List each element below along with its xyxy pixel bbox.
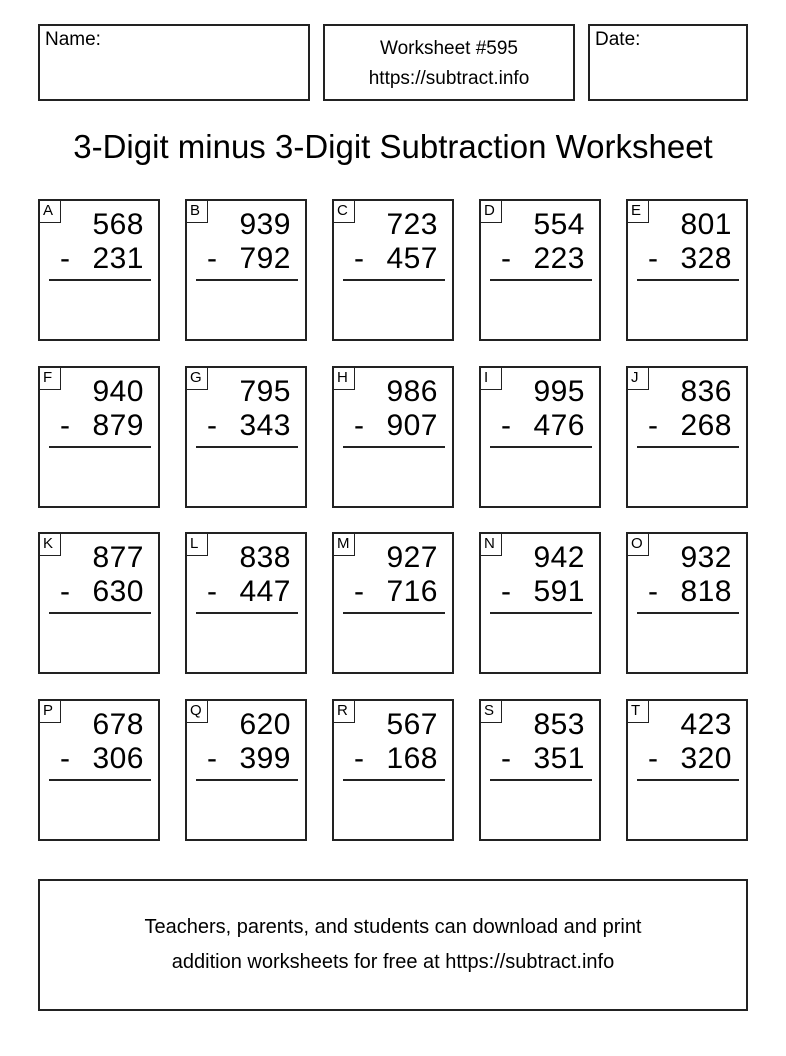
minus-sign: - <box>207 242 217 275</box>
minuend: 927 <box>386 541 438 574</box>
minuend: 567 <box>386 708 438 741</box>
minus-sign: - <box>207 409 217 442</box>
minuend: 877 <box>92 541 144 574</box>
problem-l[interactable] <box>185 532 307 674</box>
problem-letter: B <box>186 200 208 223</box>
problem-h[interactable] <box>332 366 454 508</box>
minus-sign: - <box>60 742 70 775</box>
subtrahend: 630 <box>92 575 144 608</box>
problem-letter: P <box>39 700 61 723</box>
problem-letter: O <box>627 533 649 556</box>
minuend: 554 <box>533 208 585 241</box>
answer-line <box>343 612 445 614</box>
problem-letter: Q <box>186 700 208 723</box>
answer-line <box>49 779 151 781</box>
minuend: 853 <box>533 708 585 741</box>
subtrahend: 476 <box>533 409 585 442</box>
minuend: 995 <box>533 375 585 408</box>
problem-a[interactable] <box>38 199 160 341</box>
answer-line <box>637 612 739 614</box>
minus-sign: - <box>501 575 511 608</box>
answer-line <box>637 446 739 448</box>
minus-sign: - <box>501 409 511 442</box>
minus-sign: - <box>648 409 658 442</box>
problem-letter: J <box>627 367 649 390</box>
minus-sign: - <box>354 409 364 442</box>
problem-letter: L <box>186 533 208 556</box>
minus-sign: - <box>648 742 658 775</box>
problem-letter: E <box>627 200 649 223</box>
problem-g[interactable] <box>185 366 307 508</box>
problem-letter: N <box>480 533 502 556</box>
minuend: 568 <box>92 208 144 241</box>
date-label: Date: <box>595 29 641 50</box>
minuend: 723 <box>386 208 438 241</box>
subtrahend: 223 <box>533 242 585 275</box>
answer-line <box>490 612 592 614</box>
minus-sign: - <box>60 242 70 275</box>
answer-line <box>196 446 298 448</box>
problem-r[interactable] <box>332 699 454 841</box>
minus-sign: - <box>501 242 511 275</box>
problem-letter: R <box>333 700 355 723</box>
problem-letter: K <box>39 533 61 556</box>
minus-sign: - <box>501 742 511 775</box>
date-field-box[interactable] <box>588 24 748 101</box>
problem-p[interactable] <box>38 699 160 841</box>
problem-e[interactable] <box>626 199 748 341</box>
worksheet-number: Worksheet #595 <box>379 38 518 59</box>
minuend: 940 <box>92 375 144 408</box>
minuend: 423 <box>680 708 732 741</box>
minuend: 795 <box>239 375 291 408</box>
subtrahend: 168 <box>386 742 438 775</box>
subtrahend: 320 <box>680 742 732 775</box>
answer-line <box>637 279 739 281</box>
minuend: 836 <box>680 375 732 408</box>
minuend: 932 <box>680 541 732 574</box>
problem-d[interactable] <box>479 199 601 341</box>
subtrahend: 351 <box>533 742 585 775</box>
answer-line <box>196 779 298 781</box>
problem-b[interactable] <box>185 199 307 341</box>
minuend: 838 <box>239 541 291 574</box>
minuend: 942 <box>533 541 585 574</box>
problem-i[interactable] <box>479 366 601 508</box>
name-label: Name: <box>45 29 101 50</box>
minus-sign: - <box>648 242 658 275</box>
problem-j[interactable] <box>626 366 748 508</box>
problem-m[interactable] <box>332 532 454 674</box>
answer-line <box>49 279 151 281</box>
subtrahend: 818 <box>680 575 732 608</box>
answer-line <box>49 446 151 448</box>
minus-sign: - <box>354 242 364 275</box>
problem-n[interactable] <box>479 532 601 674</box>
subtrahend: 457 <box>386 242 438 275</box>
problem-letter: H <box>333 367 355 390</box>
minuend: 939 <box>239 208 291 241</box>
answer-line <box>343 779 445 781</box>
problem-q[interactable] <box>185 699 307 841</box>
answer-line <box>196 612 298 614</box>
answer-line <box>637 779 739 781</box>
minus-sign: - <box>354 742 364 775</box>
minuend: 986 <box>386 375 438 408</box>
subtrahend: 306 <box>92 742 144 775</box>
problem-letter: T <box>627 700 649 723</box>
subtrahend: 792 <box>239 242 291 275</box>
minus-sign: - <box>354 575 364 608</box>
minus-sign: - <box>207 742 217 775</box>
footer-line-2: addition worksheets for free at https://subtract.info <box>171 951 615 973</box>
minus-sign: - <box>60 409 70 442</box>
problem-letter: G <box>186 367 208 390</box>
minuend: 801 <box>680 208 732 241</box>
answer-line <box>490 779 592 781</box>
problem-f[interactable] <box>38 366 160 508</box>
minus-sign: - <box>60 575 70 608</box>
footer-box <box>38 879 748 1011</box>
problem-letter: A <box>39 200 61 223</box>
answer-line <box>490 446 592 448</box>
answer-line <box>49 612 151 614</box>
subtrahend: 716 <box>386 575 438 608</box>
subtrahend: 268 <box>680 409 732 442</box>
problem-letter: M <box>333 533 355 556</box>
subtrahend: 447 <box>239 575 291 608</box>
problem-o[interactable] <box>626 532 748 674</box>
problem-t[interactable] <box>626 699 748 841</box>
footer-line-1: Teachers, parents, and students can download and print <box>144 916 642 938</box>
answer-line <box>343 279 445 281</box>
minus-sign: - <box>648 575 658 608</box>
minus-sign: - <box>207 575 217 608</box>
minuend: 678 <box>92 708 144 741</box>
subtrahend: 399 <box>239 742 291 775</box>
subtrahend: 343 <box>239 409 291 442</box>
problem-s[interactable] <box>479 699 601 841</box>
subtrahend: 907 <box>386 409 438 442</box>
answer-line <box>343 446 445 448</box>
subtrahend: 591 <box>533 575 585 608</box>
subtrahend: 328 <box>680 242 732 275</box>
problem-letter: I <box>480 367 502 390</box>
problem-letter: S <box>480 700 502 723</box>
problem-letter: D <box>480 200 502 223</box>
problem-letter: C <box>333 200 355 223</box>
problem-c[interactable] <box>332 199 454 341</box>
answer-line <box>196 279 298 281</box>
problem-letter: F <box>39 367 61 390</box>
problem-k[interactable] <box>38 532 160 674</box>
name-field-box[interactable] <box>38 24 310 101</box>
page-title: 3-Digit minus 3-Digit Subtraction Worksheet <box>73 128 713 165</box>
worksheet-url: https://subtract.info <box>368 68 530 89</box>
answer-line <box>490 279 592 281</box>
subtrahend: 231 <box>92 242 144 275</box>
minuend: 620 <box>239 708 291 741</box>
worksheet-info-box <box>323 24 575 101</box>
subtrahend: 879 <box>92 409 144 442</box>
